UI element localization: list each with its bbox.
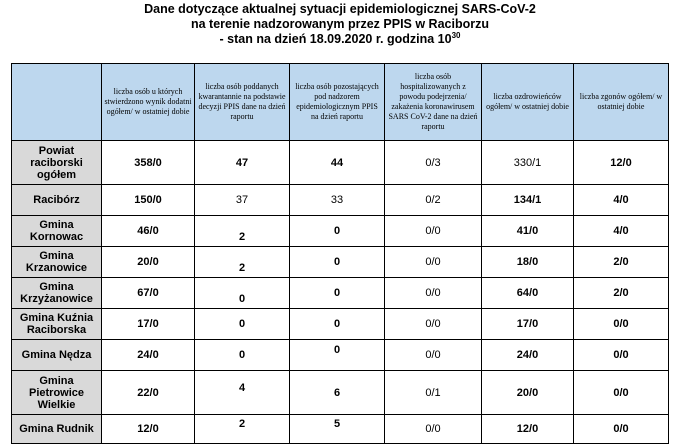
cell-surveillance: 44 [290,141,385,185]
cell-surveillance: 0 [290,309,385,340]
cell-deaths: 0/0 [574,309,669,340]
cell-quarantine: 37 [195,185,290,216]
cell-surveillance: 0 [290,216,385,247]
cell-hospitalized: 0/0 [385,309,482,340]
table-row [12,247,669,278]
cell-quarantine [195,371,290,415]
cell-positive: 17/0 [102,309,195,340]
cell-quarantine-value: 2 [238,262,246,274]
cell-hospitalized: 0/0 [385,415,482,444]
header-deaths: liczba zgonów ogółem/ w ostatniej dobie [574,64,669,141]
title-line-3-text: - stan na dzień 18.09.2020 r. godzina 10 [219,32,452,46]
cell-surveillance-value: 5 [333,418,341,430]
table-row [12,371,669,415]
cell-quarantine-value: 0 [238,293,246,305]
cell-hospitalized: 0/0 [385,216,482,247]
cell-deaths: 4/0 [574,216,669,247]
row-label: Gmina Krzanowice [12,247,102,278]
cell-deaths: 0/0 [574,415,669,444]
cell-hospitalized: 0/0 [385,247,482,278]
cell-quarantine [195,415,290,444]
cell-positive: 24/0 [102,340,195,371]
cell-quarantine [195,247,290,278]
title-line-3 [0,32,680,47]
cell-recovered: 12/0 [482,415,574,444]
cell-recovered: 64/0 [482,278,574,309]
cell-deaths: 2/0 [574,247,669,278]
cell-deaths: 12/0 [574,141,669,185]
cell-positive: 20/0 [102,247,195,278]
row-label: Racibórz [12,185,102,216]
cell-deaths: 4/0 [574,185,669,216]
row-label: Gmina Kornowac [12,216,102,247]
cell-quarantine-value: 2 [238,418,246,430]
header-hospitalized: liczba osób hospitalizowanych z powodu podejrzenia/ zakażenia koronawirusem SARS CoV-2 dane na dzień raportu [385,64,482,141]
cell-positive: 12/0 [102,415,195,444]
cell-surveillance [290,415,385,444]
title-line-2: na terenie nadzorowanym przez PPIS w Raciborzu [191,17,489,31]
cell-surveillance: 6 [290,371,385,415]
cell-recovered: 17/0 [482,309,574,340]
cell-deaths: 2/0 [574,278,669,309]
header-recovered: liczba ozdrowieńców ogółem/ w ostatniej dobie [482,64,574,141]
cell-quarantine [195,278,290,309]
cell-recovered: 41/0 [482,216,574,247]
table-row [12,216,669,247]
cell-hospitalized: 0/1 [385,371,482,415]
covid-stats-table [11,63,669,444]
cell-quarantine-value: 2 [238,231,246,243]
table-row [12,141,669,185]
cell-recovered: 134/1 [482,185,574,216]
title-line-3-sup: 30 [451,31,461,40]
cell-positive: 150/0 [102,185,195,216]
cell-hospitalized: 0/2 [385,185,482,216]
cell-quarantine: 0 [195,309,290,340]
row-label: Gmina Kuźnia Raciborska [12,309,102,340]
row-label: Gmina Krzyżanowice [12,278,102,309]
header-positive: liczba osób u których stwierdzono wynik dodatni ogółem/ w ostatniej dobie [102,64,195,141]
header-quarantine: liczba osób poddanych kwarantannie na podstawie decyzji PPIS dane na dzień raportu [195,64,290,141]
header-surveillance: liczba osób pozostających pod nadzorem epidemiologicznym PPIS na dzień raportu [290,64,385,141]
cell-deaths: 0/0 [574,371,669,415]
cell-positive: 67/0 [102,278,195,309]
cell-surveillance: 33 [290,185,385,216]
row-label: Gmina Pietrowice Wielkie [12,371,102,415]
row-label: Powiat raciborski ogółem [12,141,102,185]
cell-deaths: 0/0 [574,340,669,371]
cell-recovered: 18/0 [482,247,574,278]
cell-positive: 358/0 [102,141,195,185]
cell-positive: 22/0 [102,371,195,415]
cell-hospitalized: 0/0 [385,278,482,309]
cell-hospitalized: 0/3 [385,141,482,185]
header-corner [12,64,102,141]
row-label: Gmina Rudnik [12,415,102,444]
cell-surveillance [290,340,385,371]
cell-quarantine: 47 [195,141,290,185]
report-title [0,2,680,47]
table-row [12,278,669,309]
table-row [12,309,669,340]
row-label: Gmina Nędza [12,340,102,371]
cell-positive: 46/0 [102,216,195,247]
cell-recovered: 20/0 [482,371,574,415]
table-row [12,415,669,444]
title-line-1: Dane dotyczące aktualnej sytuacji epidemiologicznej SARS-CoV-2 [144,2,536,16]
header-row [12,64,669,141]
table-row [12,340,669,371]
cell-hospitalized: 0/0 [385,340,482,371]
cell-recovered: 24/0 [482,340,574,371]
cell-recovered: 330/1 [482,141,574,185]
cell-surveillance: 0 [290,247,385,278]
cell-quarantine-value: 4 [238,381,246,394]
table-row [12,185,669,216]
cell-quarantine: 0 [195,340,290,371]
cell-surveillance: 0 [290,278,385,309]
cell-quarantine [195,216,290,247]
cell-surveillance-value: 0 [333,344,341,356]
